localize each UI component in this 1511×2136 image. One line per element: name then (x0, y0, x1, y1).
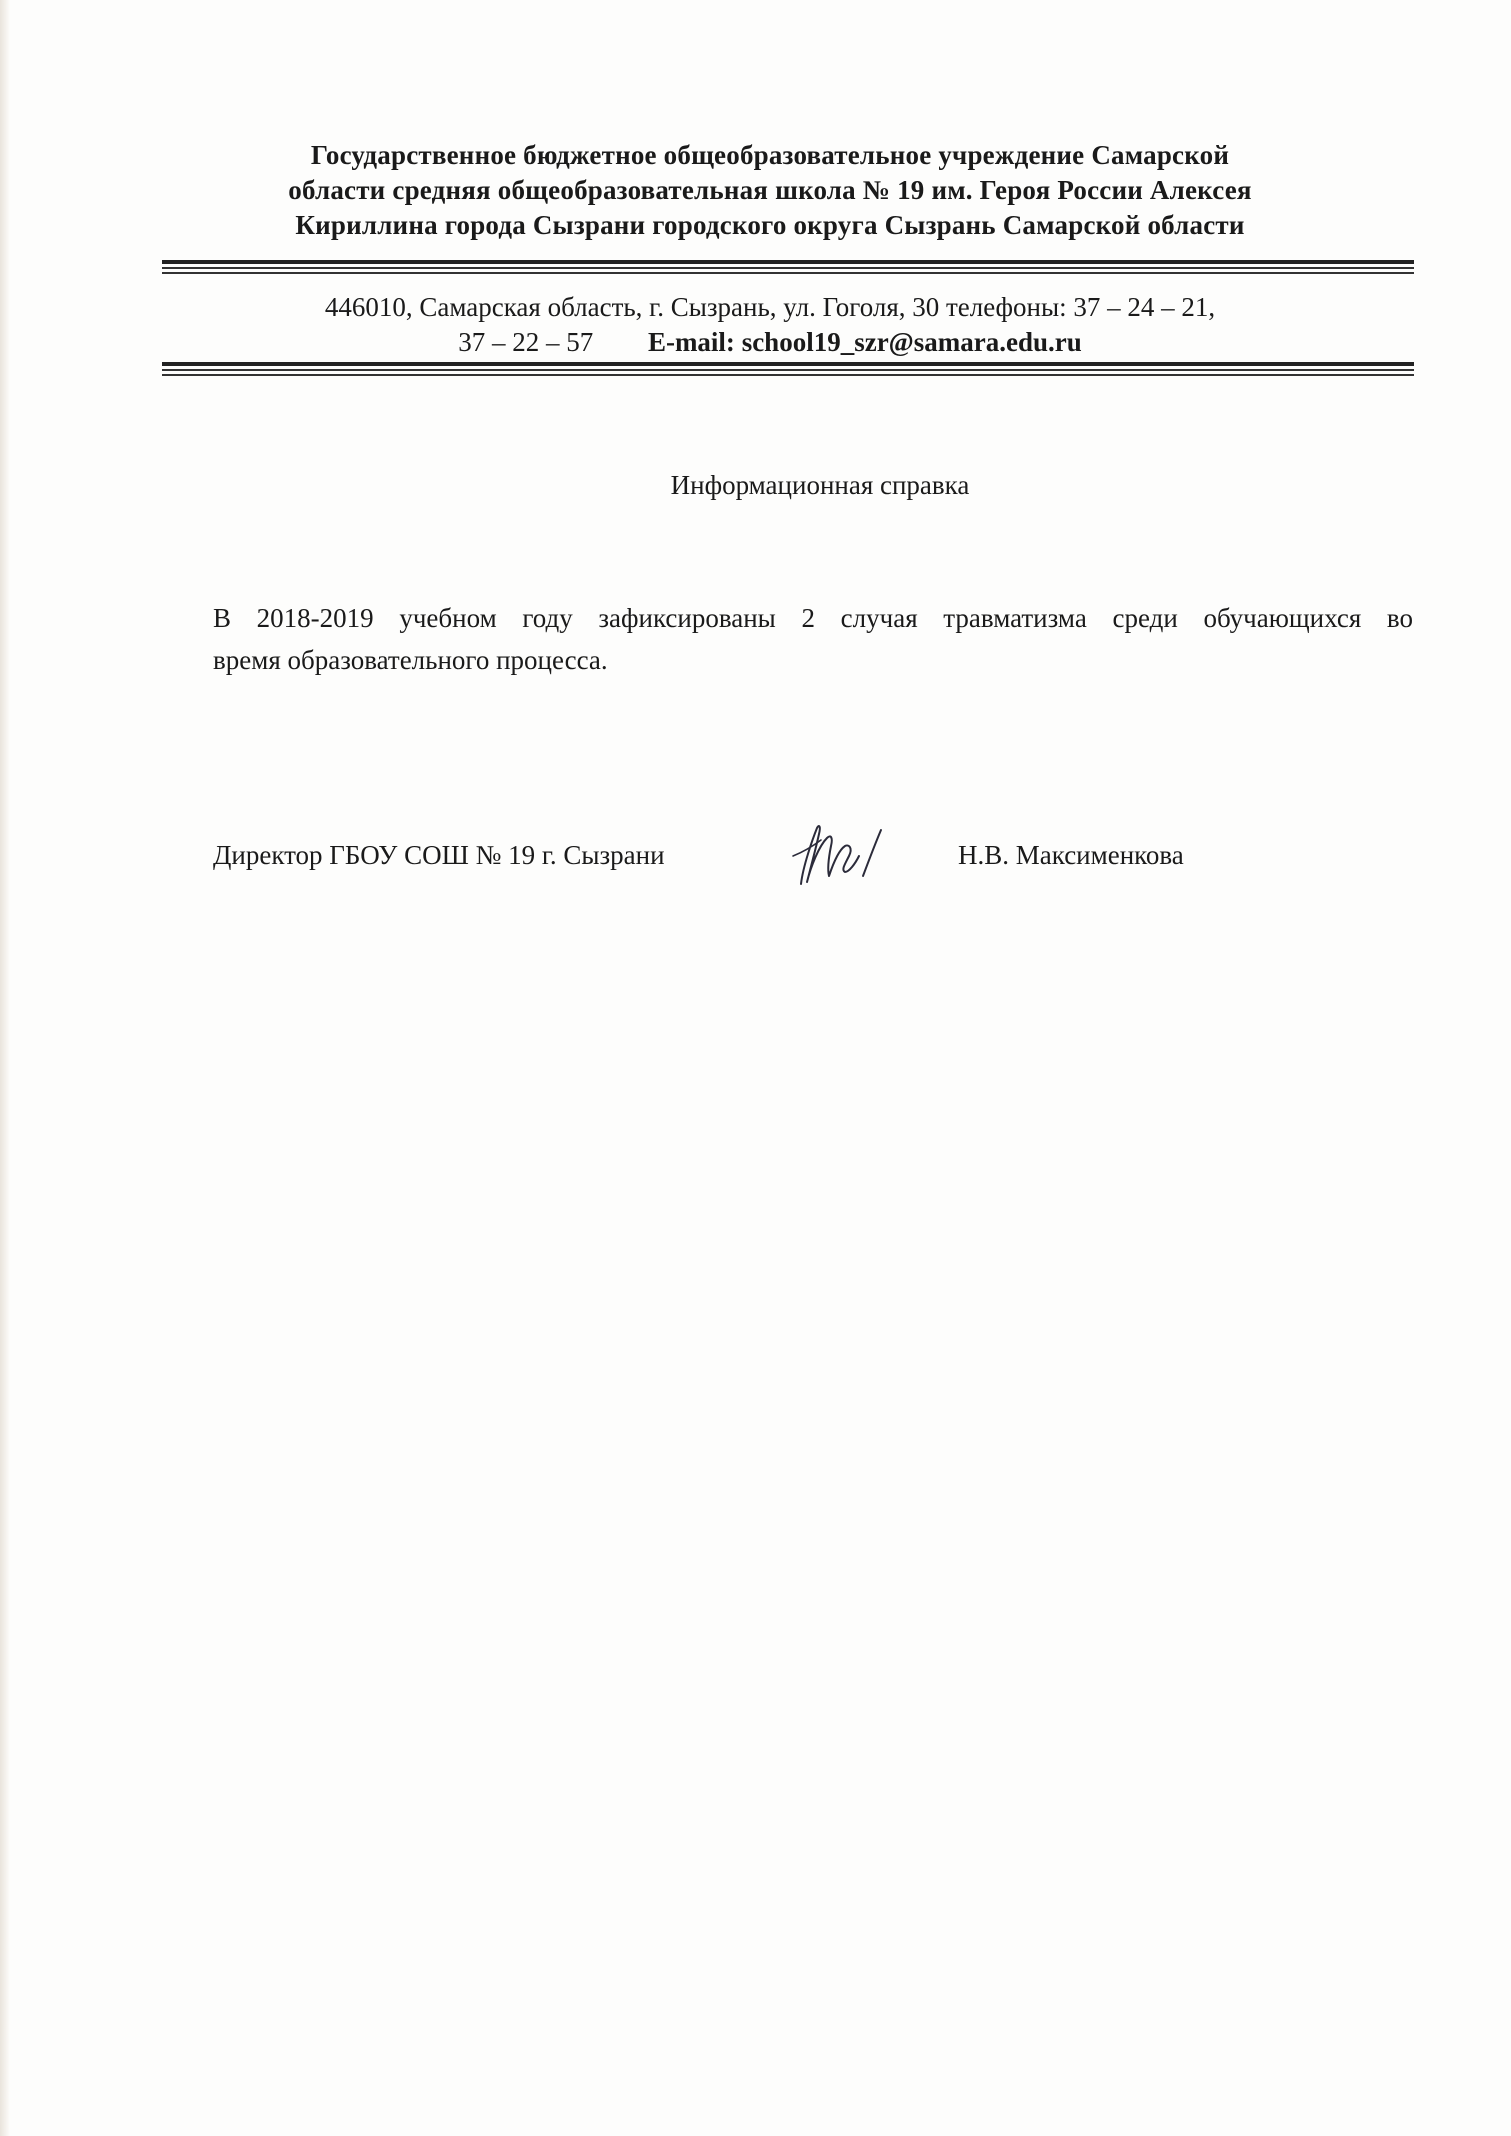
org-line-3: Кириллина города Сызрани городского округа Сызрань Самарской области (295, 210, 1245, 240)
email-address: school19_szr@samara.edu.ru (741, 327, 1082, 357)
document-body (213, 597, 1413, 681)
address-line: 446010, Самарская область, г. Сызрань, ул. Гоголя, 30 телефоны: 37 – 24 – 21, (324, 292, 1216, 322)
body-line-2: время образовательного процесса. (213, 645, 608, 675)
header-divider-top (162, 260, 1414, 274)
contact-block (150, 290, 1390, 360)
body-line-1: В 2018-2019 учебном году зафиксированы 2 случая травматизма среди обучающихся во (213, 603, 1413, 633)
scan-edge (0, 0, 10, 2136)
email-label: E-mail: (647, 327, 735, 357)
org-line-1: Государственное бюджетное общеобразовательное учреждение Самарской (310, 140, 1230, 170)
header-divider-bottom (162, 362, 1414, 376)
org-line-2: области средняя общеобразовательная школа № 19 им. Героя России Алексея (288, 175, 1252, 205)
signatory-name: Н.В. Максименкова (958, 840, 1184, 870)
phone-email-line (150, 325, 1390, 360)
document-title: Информационная справка (670, 470, 970, 500)
phone-number: 37 – 22 – 57 (458, 327, 594, 357)
signature-block (213, 838, 1413, 898)
organization-header (150, 138, 1390, 243)
handwritten-signature (783, 816, 893, 896)
signatory-position: Директор ГБОУ СОШ № 19 г. Сызрани (213, 840, 665, 870)
